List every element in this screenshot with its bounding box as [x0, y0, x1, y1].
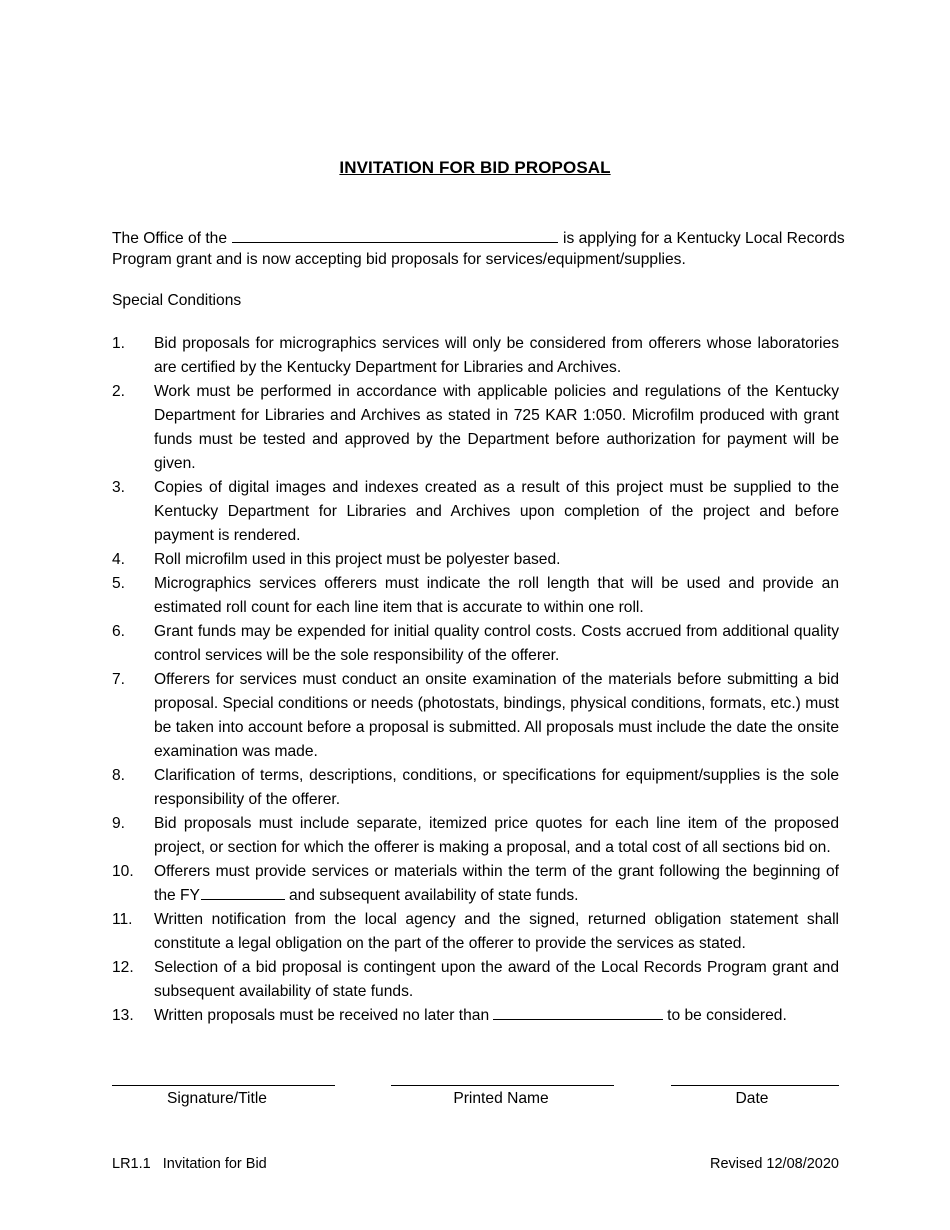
- condition-number: 5.: [112, 575, 126, 592]
- intro-line-1: [112, 228, 845, 249]
- printed-name-label: Printed Name: [453, 1090, 549, 1107]
- condition-number: 1.: [112, 335, 126, 352]
- condition-item: [112, 860, 839, 908]
- condition-text-part: Written proposals must be received no later than: [154, 1007, 490, 1024]
- condition-item: [112, 332, 839, 380]
- condition-item: [112, 380, 839, 476]
- condition-number: 3.: [112, 479, 126, 496]
- condition-item: [112, 956, 839, 1004]
- condition-item: [112, 668, 839, 764]
- signature-title-line[interactable]: [112, 1085, 335, 1086]
- condition-item: [112, 908, 839, 956]
- condition-text: Roll microfilm used in this project must be polyester based.: [154, 551, 561, 568]
- intro-paragraph: [112, 228, 845, 270]
- condition-text: Written notification from the local agency and the signed, returned obligation statement shall constitute a legal obligation on the part of the offerer to provide the services as stated.: [154, 911, 839, 952]
- condition-text: Work must be performed in accordance with applicable policies and regulations of the Kentucky Department for Libraries and Archives as stated in 725 KAR 1:050. Microfilm produced with grant funds must be tested and approved by the Department before authorization for payment will be given.: [154, 383, 839, 472]
- footer-form-id: LR1.1 Invitation for Bid: [112, 1156, 267, 1172]
- condition-number: 11.: [112, 911, 133, 928]
- condition-item: [112, 1004, 839, 1028]
- date-label: Date: [735, 1090, 769, 1107]
- condition-number: 4.: [112, 551, 126, 568]
- intro-prefix: The Office of the: [112, 230, 227, 247]
- condition-text: Bid proposals for micrographics services will only be considered from offerers whose laboratories are certified by the Kentucky Department for Libraries and Archives.: [154, 335, 839, 376]
- condition-text: Offerers for services must conduct an onsite examination of the materials before submitting a bid proposal. Special conditions or needs (photostats, bindings, physical conditions, formats, etc.) must be taken into account before a proposal is submitted. All proposals must include the date the onsite examination was made.: [154, 671, 839, 760]
- condition-text: Clarification of terms, descriptions, conditions, or specifications for equipment/supplies is the sole responsibility of the offerer.: [154, 767, 839, 808]
- condition-text: Grant funds may be expended for initial quality control costs. Costs accrued from additional quality control services will be the sole responsibility of the offerer.: [154, 623, 839, 664]
- intro-suffix: is applying for a Kentucky Local Records: [563, 230, 845, 247]
- condition-number: 8.: [112, 767, 126, 784]
- office-name-blank[interactable]: [232, 228, 558, 243]
- condition-number: 10.: [112, 863, 134, 880]
- condition-text: Micrographics services offerers must indicate the roll length that will be used and provide an estimated roll count for each line item that is accurate to within one roll.: [154, 575, 839, 616]
- intro-line-2: Program grant and is now accepting bid proposals for services/equipment/supplies.: [112, 251, 686, 268]
- condition-text: [154, 1004, 839, 1028]
- condition-number: 12.: [112, 959, 134, 976]
- condition-item: [112, 620, 839, 668]
- condition-item: [112, 812, 839, 860]
- condition-text: Copies of digital images and indexes created as a result of this project must be supplied to the Kentucky Department for Libraries and Archives upon completion of the project and before payment is rendered.: [154, 479, 839, 544]
- condition-item: [112, 548, 839, 572]
- condition-text-part: Offerers must provide services or materials within the term of the grant following the beginning of the FY: [154, 863, 839, 904]
- deadline-date-blank[interactable]: [493, 1004, 663, 1020]
- signature-title-label: Signature/Title: [167, 1090, 267, 1107]
- condition-number: 7.: [112, 671, 126, 688]
- condition-item: [112, 572, 839, 620]
- condition-text: Bid proposals must include separate, itemized price quotes for each line item of the proposed project, or section for which the offerer is making a proposal, and a total cost of all sections bid on.: [154, 815, 839, 856]
- condition-number: 6.: [112, 623, 126, 640]
- condition-number: 13.: [112, 1007, 134, 1024]
- condition-number: 2.: [112, 383, 126, 400]
- condition-number: 9.: [112, 815, 126, 832]
- condition-text: [154, 860, 839, 908]
- condition-text-part: to be considered.: [667, 1007, 787, 1024]
- condition-text: Selection of a bid proposal is contingent upon the award of the Local Records Program grant and subsequent availability of state funds.: [154, 959, 839, 1000]
- condition-text-part: and subsequent availability of state funds.: [288, 887, 579, 904]
- condition-item: [112, 764, 839, 812]
- condition-item: [112, 476, 839, 548]
- conditions-list: [112, 332, 839, 1028]
- printed-name-line[interactable]: [391, 1085, 614, 1086]
- page-title: INVITATION FOR BID PROPOSAL: [339, 158, 611, 177]
- special-conditions-heading: Special Conditions: [112, 292, 242, 309]
- fiscal-year-blank[interactable]: [201, 884, 285, 900]
- date-line[interactable]: [671, 1085, 839, 1086]
- footer-revised-date: Revised 12/08/2020: [710, 1156, 839, 1172]
